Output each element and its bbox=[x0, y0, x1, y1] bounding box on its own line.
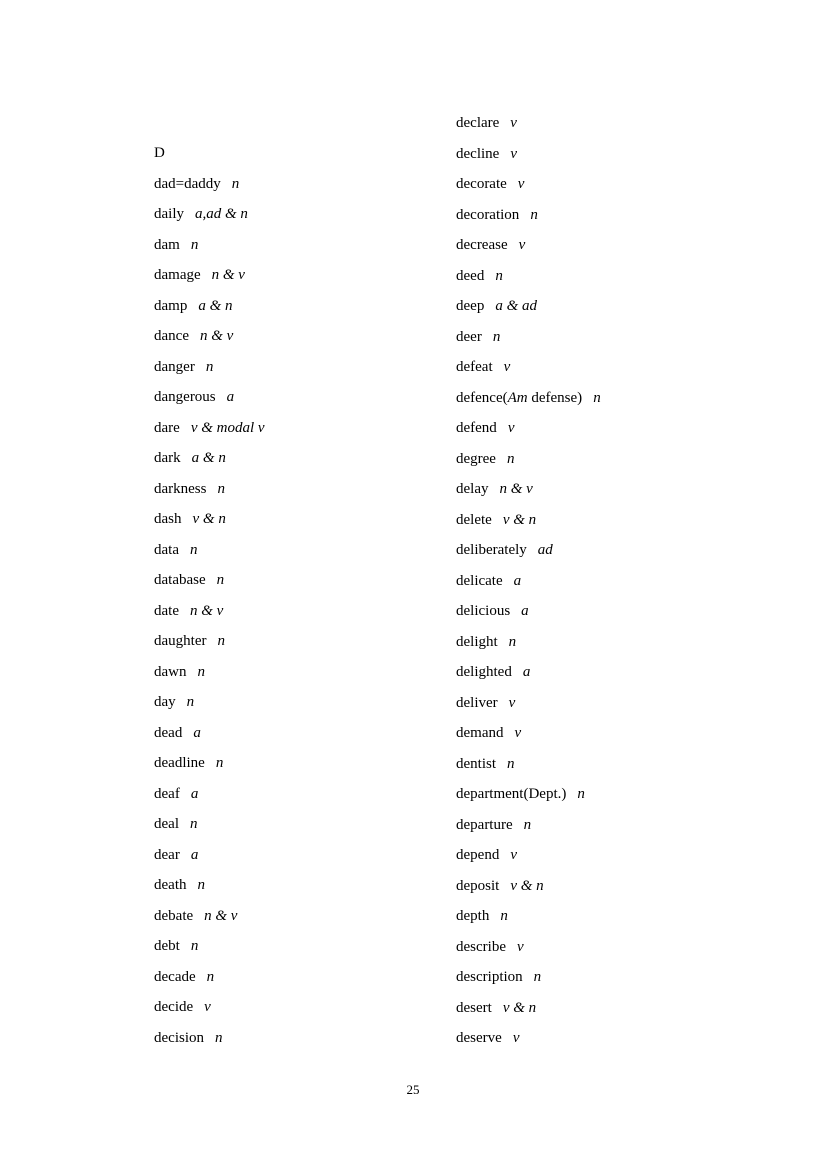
glossary-entry bbox=[456, 230, 756, 261]
entry-word: dentist bbox=[456, 755, 496, 772]
entry-part-of-speech: v bbox=[516, 938, 524, 955]
entry-part-of-speech: v & n bbox=[502, 999, 537, 1016]
glossary-entry bbox=[456, 627, 756, 658]
entry-word: decide bbox=[154, 999, 194, 1015]
entry-part-of-speech: a bbox=[522, 664, 531, 680]
entry-word: decade bbox=[154, 968, 196, 985]
glossary-entry bbox=[154, 474, 444, 505]
entry-word: delete bbox=[456, 511, 492, 528]
glossary-entry bbox=[456, 932, 756, 963]
entry-part-of-speech: v bbox=[514, 725, 522, 741]
glossary-entry bbox=[154, 504, 444, 535]
entry-word: delicate bbox=[456, 572, 503, 589]
entry-part-of-speech: v & modal v bbox=[190, 419, 265, 436]
entry-word: deposit bbox=[456, 877, 500, 894]
glossary-entry bbox=[154, 535, 444, 566]
entry-word: deaf bbox=[154, 785, 180, 802]
entry-part-of-speech: a bbox=[190, 785, 199, 802]
entry-part-of-speech: a bbox=[513, 572, 522, 589]
glossary-entry bbox=[456, 444, 756, 475]
entry-word-variant: defense) bbox=[527, 389, 583, 406]
entry-part-of-speech: n bbox=[508, 633, 517, 650]
glossary-entry bbox=[456, 322, 756, 353]
entry-word: depth bbox=[456, 908, 490, 924]
glossary-entry bbox=[456, 383, 756, 414]
glossary-entry bbox=[154, 291, 444, 322]
entry-word: dance bbox=[154, 328, 189, 344]
glossary-entry bbox=[456, 139, 756, 170]
glossary-entry bbox=[456, 413, 756, 444]
glossary-entry bbox=[456, 779, 756, 810]
glossary-entry bbox=[154, 687, 444, 718]
glossary-entry bbox=[154, 352, 444, 383]
entry-word: decline bbox=[456, 145, 500, 162]
entry-part-of-speech: n & v bbox=[204, 907, 238, 924]
glossary-entry bbox=[154, 626, 444, 657]
entry-word: daily bbox=[154, 206, 184, 222]
glossary-entry bbox=[154, 596, 444, 627]
entry-part-of-speech: n bbox=[530, 206, 538, 223]
entry-part-of-speech: n bbox=[577, 786, 585, 802]
entry-word: decrease bbox=[456, 237, 508, 253]
entry-part-of-speech: n bbox=[217, 633, 225, 649]
glossary-entry bbox=[154, 657, 444, 688]
entry-part-of-speech: a bbox=[226, 389, 235, 405]
entry-part-of-speech: v bbox=[518, 237, 526, 253]
entry-part-of-speech: v bbox=[510, 115, 517, 131]
entry-word: damp bbox=[154, 297, 188, 314]
glossary-entry bbox=[456, 1023, 756, 1054]
glossary-entry bbox=[456, 993, 756, 1024]
glossary-entry bbox=[154, 748, 444, 779]
entry-word: delicious bbox=[456, 603, 511, 619]
entry-word: deed bbox=[456, 267, 485, 284]
glossary-entry bbox=[154, 230, 444, 261]
entry-word: description bbox=[456, 969, 523, 985]
entry-part-of-speech: n bbox=[231, 175, 240, 192]
entry-part-of-speech: n & v bbox=[211, 267, 245, 283]
entry-word: damage bbox=[154, 267, 201, 283]
glossary-entry bbox=[456, 901, 756, 932]
glossary-entry bbox=[456, 352, 756, 383]
glossary-entry bbox=[154, 199, 444, 230]
entry-word: deliver bbox=[456, 694, 498, 711]
entry-word: date bbox=[154, 602, 179, 619]
left-column-entries bbox=[154, 169, 444, 1054]
entry-part-of-speech: v & n bbox=[502, 511, 537, 528]
entry-part-of-speech: n bbox=[189, 541, 198, 558]
entry-part-of-speech: a,ad & n bbox=[195, 206, 248, 222]
glossary-entry bbox=[154, 992, 444, 1023]
entry-word: dear bbox=[154, 846, 180, 863]
entry-word: decision bbox=[154, 1029, 204, 1046]
entry-part-of-speech: v bbox=[508, 694, 516, 711]
right-column-entries bbox=[456, 108, 756, 1054]
entry-part-of-speech: n bbox=[495, 267, 503, 284]
entry-word: delay bbox=[456, 481, 489, 497]
glossary-entry bbox=[456, 261, 756, 292]
entry-part-of-speech: n bbox=[492, 328, 501, 345]
entry-part-of-speech: v & n bbox=[510, 877, 544, 894]
glossary-entry bbox=[154, 443, 444, 474]
glossary-entry bbox=[456, 566, 756, 597]
entry-part-of-speech: v bbox=[517, 176, 525, 192]
entry-word: describe bbox=[456, 938, 506, 955]
entry-word: dark bbox=[154, 450, 181, 466]
glossary-entry bbox=[456, 688, 756, 719]
glossary-entry bbox=[456, 962, 756, 993]
entry-word: depend bbox=[456, 847, 500, 863]
entry-part-of-speech: n bbox=[523, 816, 532, 833]
glossary-entry bbox=[154, 382, 444, 413]
entry-word: dad=daddy bbox=[154, 175, 221, 192]
glossary-entry bbox=[456, 169, 756, 200]
page-number: 25 bbox=[406, 1082, 420, 1097]
glossary-entry bbox=[456, 474, 756, 505]
entry-word: debate bbox=[154, 907, 194, 924]
entry-word: declare bbox=[456, 115, 500, 131]
entry-part-of-speech: n bbox=[506, 450, 515, 467]
entry-word: decoration bbox=[456, 206, 520, 223]
entry-part-of-speech: a bbox=[193, 724, 201, 741]
entry-part-of-speech: v bbox=[510, 847, 517, 863]
entry-word: dawn bbox=[154, 663, 187, 680]
entry-part-of-speech: n bbox=[190, 938, 199, 954]
glossary-entry bbox=[154, 779, 444, 810]
glossary-entry bbox=[456, 749, 756, 780]
entry-part-of-speech: n bbox=[533, 969, 542, 985]
entry-part-of-speech: a bbox=[521, 603, 529, 619]
entry-part-of-speech: v bbox=[204, 999, 211, 1015]
entry-word: dare bbox=[154, 419, 180, 436]
entry-part-of-speech: n bbox=[500, 908, 508, 924]
glossary-entry bbox=[456, 505, 756, 536]
entry-word: demand bbox=[456, 725, 504, 741]
entry-part-of-speech: n bbox=[189, 816, 198, 832]
entry-word: debt bbox=[154, 938, 180, 954]
glossary-entry bbox=[154, 901, 444, 932]
glossary-entry bbox=[456, 657, 756, 688]
entry-word: deadline bbox=[154, 755, 205, 771]
glossary-entry bbox=[456, 840, 756, 871]
entry-word: deal bbox=[154, 816, 179, 832]
entry-word: day bbox=[154, 694, 176, 710]
glossary-entry bbox=[154, 962, 444, 993]
section-letter: D bbox=[154, 145, 165, 161]
entry-word: defend bbox=[456, 420, 497, 436]
right-column bbox=[456, 108, 756, 1054]
entry-word: desert bbox=[456, 999, 492, 1016]
entry-word: deep bbox=[456, 298, 485, 314]
entry-word: data bbox=[154, 541, 179, 558]
entry-part-of-speech: v bbox=[503, 359, 511, 375]
entry-word: degree bbox=[456, 450, 496, 467]
entry-part-of-speech: n & v bbox=[199, 328, 234, 344]
glossary-entry bbox=[456, 291, 756, 322]
entry-part-of-speech: n bbox=[197, 663, 205, 680]
glossary-entry bbox=[154, 413, 444, 444]
entry-part-of-speech: n bbox=[205, 358, 214, 375]
glossary-entry bbox=[154, 169, 444, 200]
entry-part-of-speech: n bbox=[186, 694, 195, 710]
entry-word: database bbox=[154, 572, 206, 588]
glossary-entry bbox=[154, 321, 444, 352]
glossary-entry bbox=[456, 871, 756, 902]
entry-part-of-speech: n bbox=[197, 877, 205, 893]
entry-word: defence( bbox=[456, 389, 508, 406]
entry-word: dead bbox=[154, 724, 183, 741]
entry-word: deserve bbox=[456, 1030, 502, 1046]
glossary-entry bbox=[154, 565, 444, 596]
entry-word: departure bbox=[456, 816, 513, 833]
entry-part-of-speech: n bbox=[217, 480, 225, 497]
entry-word: decorate bbox=[456, 176, 507, 192]
entry-part-of-speech: v & n bbox=[192, 511, 226, 527]
entry-part-of-speech: n bbox=[593, 389, 601, 406]
glossary-entry bbox=[154, 1023, 444, 1054]
glossary-entry bbox=[456, 810, 756, 841]
entry-part-of-speech: n bbox=[215, 755, 224, 771]
entry-word: deliberately bbox=[456, 542, 527, 558]
entry-part-of-speech: n bbox=[507, 755, 515, 772]
entry-part-of-speech: v bbox=[512, 1030, 520, 1046]
entry-word: death bbox=[154, 877, 187, 893]
entry-part-of-speech: ad bbox=[537, 542, 553, 558]
entry-word: danger bbox=[154, 358, 195, 375]
entry-word-variant-label: Am bbox=[507, 389, 528, 406]
entry-part-of-speech: a & n bbox=[198, 297, 233, 314]
glossary-entry bbox=[154, 870, 444, 901]
glossary-entry bbox=[456, 596, 756, 627]
entry-word: delight bbox=[456, 633, 498, 650]
entry-word: daughter bbox=[154, 633, 207, 649]
entry-word: dam bbox=[154, 236, 180, 253]
entry-part-of-speech: n & v bbox=[189, 602, 224, 619]
entry-word: defeat bbox=[456, 359, 493, 375]
glossary-entry bbox=[154, 931, 444, 962]
glossary-entry bbox=[154, 809, 444, 840]
glossary-entry bbox=[456, 200, 756, 231]
entry-part-of-speech: n bbox=[190, 236, 199, 253]
entry-part-of-speech: a & ad bbox=[495, 298, 537, 314]
entry-word: dangerous bbox=[154, 389, 216, 405]
left-column bbox=[154, 138, 444, 1053]
entry-word: deer bbox=[456, 328, 482, 345]
entry-part-of-speech: v bbox=[507, 420, 515, 436]
glossary-entry bbox=[456, 108, 756, 139]
entry-part-of-speech: a & n bbox=[191, 450, 226, 466]
entry-part-of-speech: n & v bbox=[499, 481, 533, 497]
glossary-entry bbox=[456, 535, 756, 566]
glossary-entry bbox=[154, 840, 444, 871]
entry-part-of-speech: v bbox=[510, 145, 517, 162]
entry-word: dash bbox=[154, 511, 182, 527]
entry-word: darkness bbox=[154, 480, 207, 497]
entry-part-of-speech: n bbox=[216, 572, 225, 588]
entry-part-of-speech: a bbox=[190, 846, 199, 863]
entry-part-of-speech: n bbox=[215, 1029, 223, 1046]
glossary-entry bbox=[456, 718, 756, 749]
entry-word: department(Dept.) bbox=[456, 786, 567, 802]
glossary-entry bbox=[154, 718, 444, 749]
glossary-entry bbox=[154, 260, 444, 291]
entry-word: delighted bbox=[456, 664, 512, 680]
entry-part-of-speech: n bbox=[206, 968, 215, 985]
